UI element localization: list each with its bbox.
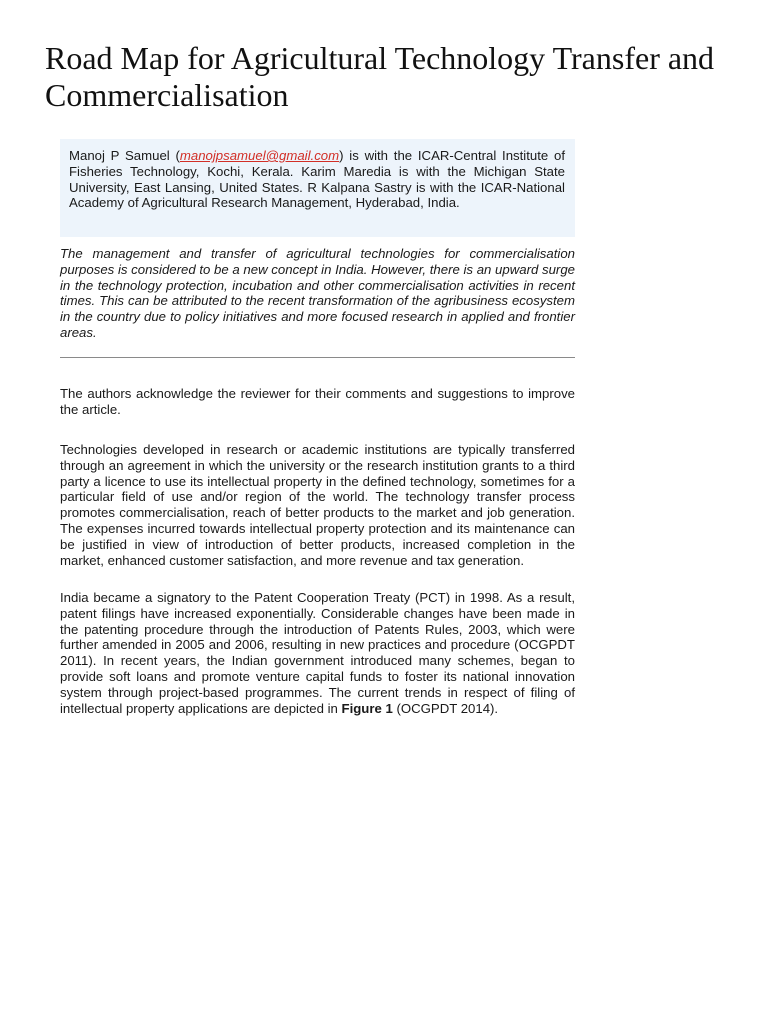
section-divider — [60, 357, 575, 358]
author-note-suffix: ) is with the ICAR-Central Institute of Fisheries Technology, Kochi, Kerala. Karim Maredia is with the Michigan State University, East Lansing, United States. R Kalpana Sastry is with the ICAR-National Academy of Agricultural Research Management, Hyderabad, India. — [69, 148, 565, 211]
abstract: The management and transfer of agricultural technologies for commercialisation purposes is considered to be a new concept in India. However, there is an upward surge in the technology protection, incubation and other commercialisation activities in recent times. This can be attributed to the recent transformation of the agribusiness ecosystem in the country due to policy initiatives and more focused research in applied and frontier areas. — [60, 246, 575, 340]
body-paragraph-1: Technologies developed in research or academic institutions are typically transferred through an agreement in which the university or the research institution grants to a third party a licence to use its intellectual property in the defined technology, sometimes for a particular field of use and/or region of the world. The technology transfer process promotes commercialisation, reach of better products to the market and job generation. The expenses incurred towards intellectual property protection and its maintenance can be justified in view of introduction of better products, increased completion in the market, enhanced customer satisfaction, and more revenue and tax generation. — [60, 442, 575, 568]
body-paragraph-2 — [60, 590, 575, 716]
paragraph-2-text-after: (OCGPDT 2014). — [392, 700, 499, 716]
acknowledgement: The authors acknowledge the reviewer for their comments and suggestions to improve the article. — [60, 386, 575, 417]
article-title: Road Map for Agricultural Technology Transfer and Commercialisation — [45, 40, 715, 113]
author-info-box — [60, 139, 575, 237]
author-email-link[interactable]: manojpsamuel@gmail.com — [179, 148, 340, 163]
paragraph-2-text-before: India became a signatory to the Patent Cooperation Treaty (PCT) in 1998. As a result, patent filings have increased exponentially. Considerable changes have been made in the patenting procedure through the introduction of Patents Rules, 2003, which were further amended in 2005 and 2006, resulting in new practices and procedure (OCGPDT 2011). In recent years, the Indian government introduced many schemes, began to provide soft loans and promote venture capital funds to foster its national innovation system through project-based programmes. The current trends in respect of filing of intellectual property applications are depicted in — [60, 590, 575, 716]
figure-reference: Figure 1 — [341, 700, 393, 716]
author-note-prefix: Manoj P Samuel ( — [69, 148, 180, 163]
